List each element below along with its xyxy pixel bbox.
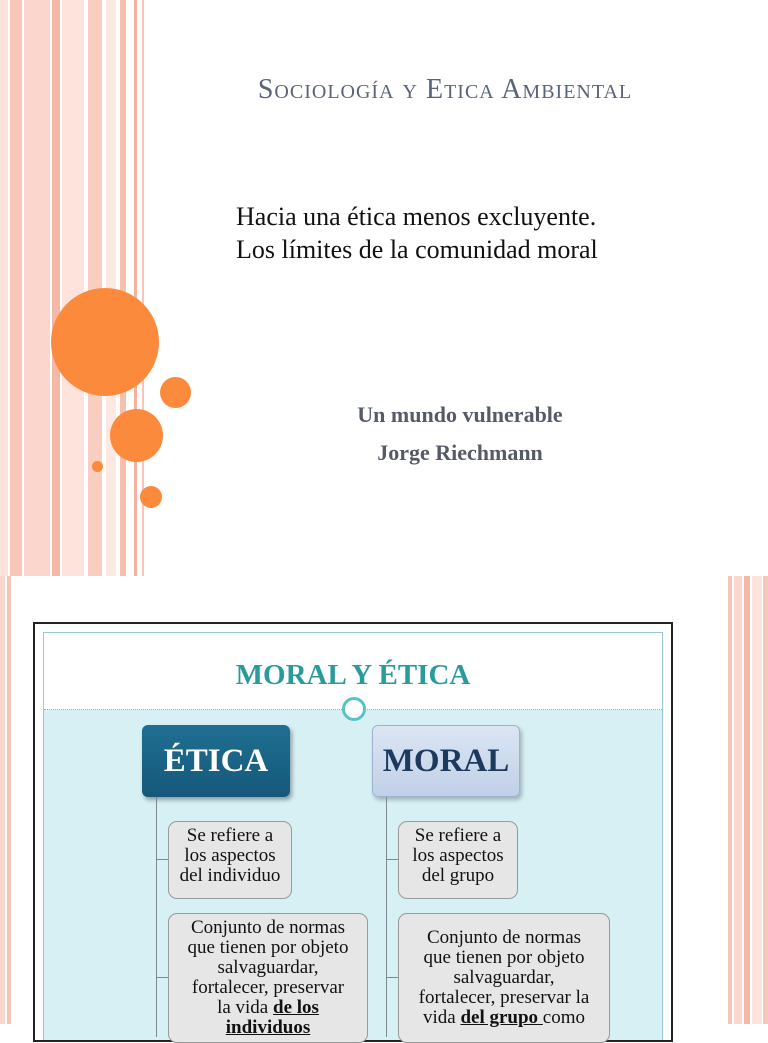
decorative-stripes-right [728, 576, 768, 1024]
book-author: Jorge Riechmann [377, 440, 543, 465]
etica-norms-line-1: Conjunto de normas [190, 917, 346, 938]
slide-title: Sociología y Etica Ambiental [257, 74, 633, 105]
decorative-stripes-left-slide2 [0, 576, 12, 1024]
moral-refers-line-2: los aspectos [412, 845, 504, 866]
subtitle-line-2: Los límites de la comunidad moral [236, 235, 598, 264]
ring-ornament [342, 697, 366, 721]
etica-connector-branch-1 [156, 859, 168, 860]
etica-norms-line-4: fortalecer, preservar [191, 977, 345, 998]
diagram-image-frame [33, 622, 673, 1042]
diagram-panel [43, 632, 663, 1040]
moral-norms-line-5 [405, 1008, 603, 1028]
decorative-stripes-left [0, 0, 150, 576]
moral-norms-box [398, 913, 610, 1043]
moral-heading-box [372, 725, 520, 797]
etica-norms-box [168, 913, 368, 1043]
etica-refers-line-2: los aspectos [184, 845, 276, 866]
etica-norms-emphasis-1: de los [273, 997, 319, 1018]
decorative-circle-small-2 [140, 486, 162, 508]
etica-refers-box [168, 821, 292, 899]
moral-connector-branch-1 [386, 859, 398, 860]
moral-connector-line [386, 797, 387, 1037]
decorative-circle-medium [110, 409, 163, 462]
etica-connector-branch-2 [156, 977, 168, 978]
decorative-circle-tiny [92, 461, 103, 472]
etica-connector-line [156, 797, 157, 1037]
moral-norms-line-5-post: como [542, 1007, 586, 1028]
moral-norms-line-1: Conjunto de normas [426, 927, 582, 948]
moral-connector-branch-2 [386, 977, 398, 978]
etica-refers-line-1: Se refiere a [186, 825, 274, 846]
etica-heading: ÉTICA [163, 742, 269, 779]
decorative-circle-large [51, 288, 159, 396]
etica-norms-line-2: que tienen por objeto [187, 937, 349, 958]
slide-2 [0, 576, 768, 1038]
slide-subtitle [236, 200, 736, 266]
etica-refers-line-3: del individuo [179, 865, 281, 886]
etica-heading-box [142, 725, 290, 797]
diagram-title: MORAL Y ÉTICA [235, 659, 471, 691]
etica-norms-line-3: salvaguardar, [217, 957, 319, 978]
moral-norms-emphasis: del grupo [460, 1007, 543, 1028]
moral-norms-line-5-pre: vida [422, 1007, 461, 1028]
moral-norms-line-3: salvaguardar, [453, 967, 555, 988]
moral-heading: MORAL [382, 742, 510, 779]
subtitle-line-1: Hacia una ética menos excluyente. [236, 202, 597, 231]
etica-norms-line-5-text: la vida [217, 997, 273, 1018]
etica-norms-emphasis-2: individuos [225, 1017, 311, 1038]
moral-refers-line-3: del grupo [421, 865, 495, 886]
decorative-circle-small-1 [160, 377, 191, 408]
moral-refers-line-1: Se refiere a [414, 825, 502, 846]
moral-refers-box [398, 821, 518, 899]
moral-norms-line-4: fortalecer, preservar la [418, 987, 590, 1008]
moral-norms-line-2: que tienen por objeto [423, 947, 585, 968]
etica-norms-line-5 [175, 998, 361, 1018]
book-title: Un mundo vulnerable [357, 402, 563, 427]
